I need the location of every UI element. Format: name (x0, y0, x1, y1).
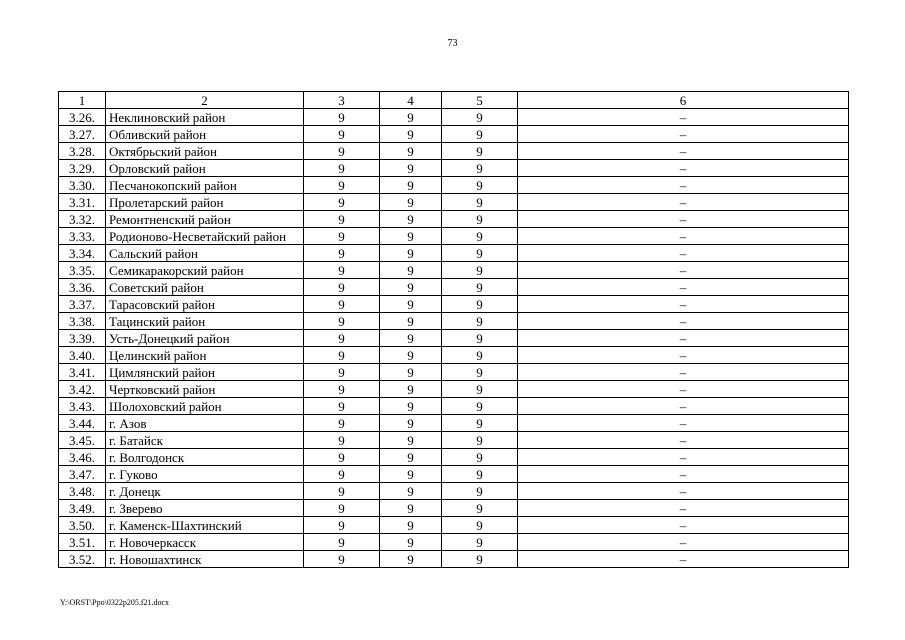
row-number-cell: 3.52. (59, 551, 106, 568)
value-cell-3: 9 (304, 262, 380, 279)
value-cell-6: – (518, 245, 849, 262)
value-cell-4: 9 (380, 517, 442, 534)
table-header-row (59, 92, 849, 109)
header-cell: 5 (442, 92, 518, 109)
district-name-cell: Усть-Донецкий район (106, 330, 304, 347)
value-cell-6: – (518, 364, 849, 381)
value-cell-4: 9 (380, 483, 442, 500)
table-row (59, 177, 849, 194)
district-name-cell: г. Волгодонск (106, 449, 304, 466)
file-path-footer: Y:\ORST\Ppo\0322p205.f21.docx (60, 598, 170, 607)
district-name-cell: г. Новочеркасск (106, 534, 304, 551)
header-cell: 4 (380, 92, 442, 109)
value-cell-5: 9 (442, 534, 518, 551)
value-cell-5: 9 (442, 211, 518, 228)
value-cell-3: 9 (304, 330, 380, 347)
district-name-cell: г. Гуково (106, 466, 304, 483)
value-cell-3: 9 (304, 228, 380, 245)
value-cell-4: 9 (380, 500, 442, 517)
table-row (59, 347, 849, 364)
table-row (59, 415, 849, 432)
table-row (59, 194, 849, 211)
value-cell-5: 9 (442, 109, 518, 126)
district-name-cell: Пролетарский район (106, 194, 304, 211)
table-row (59, 279, 849, 296)
district-name-cell: Обливский район (106, 126, 304, 143)
value-cell-4: 9 (380, 228, 442, 245)
row-number-cell: 3.30. (59, 177, 106, 194)
district-name-cell: Орловский район (106, 160, 304, 177)
value-cell-5: 9 (442, 228, 518, 245)
value-cell-5: 9 (442, 177, 518, 194)
value-cell-6: – (518, 381, 849, 398)
value-cell-4: 9 (380, 160, 442, 177)
district-name-cell: Цимлянский район (106, 364, 304, 381)
value-cell-5: 9 (442, 381, 518, 398)
value-cell-3: 9 (304, 160, 380, 177)
table-row (59, 466, 849, 483)
value-cell-3: 9 (304, 245, 380, 262)
header-cell: 3 (304, 92, 380, 109)
row-number-cell: 3.28. (59, 143, 106, 160)
row-number-cell: 3.34. (59, 245, 106, 262)
table-row (59, 109, 849, 126)
value-cell-5: 9 (442, 449, 518, 466)
value-cell-5: 9 (442, 143, 518, 160)
row-number-cell: 3.49. (59, 500, 106, 517)
value-cell-6: – (518, 415, 849, 432)
row-number-cell: 3.45. (59, 432, 106, 449)
table-row (59, 517, 849, 534)
value-cell-3: 9 (304, 483, 380, 500)
value-cell-6: – (518, 466, 849, 483)
value-cell-6: – (518, 347, 849, 364)
value-cell-3: 9 (304, 398, 380, 415)
value-cell-4: 9 (380, 534, 442, 551)
value-cell-3: 9 (304, 364, 380, 381)
value-cell-4: 9 (380, 194, 442, 211)
value-cell-3: 9 (304, 126, 380, 143)
district-name-cell: г. Донецк (106, 483, 304, 500)
value-cell-6: – (518, 500, 849, 517)
row-number-cell: 3.50. (59, 517, 106, 534)
value-cell-3: 9 (304, 517, 380, 534)
table-row (59, 432, 849, 449)
table-row (59, 364, 849, 381)
table-row (59, 211, 849, 228)
value-cell-4: 9 (380, 279, 442, 296)
value-cell-4: 9 (380, 262, 442, 279)
value-cell-6: – (518, 296, 849, 313)
value-cell-5: 9 (442, 262, 518, 279)
value-cell-5: 9 (442, 466, 518, 483)
value-cell-4: 9 (380, 415, 442, 432)
value-cell-4: 9 (380, 296, 442, 313)
row-number-cell: 3.31. (59, 194, 106, 211)
value-cell-3: 9 (304, 551, 380, 568)
value-cell-4: 9 (380, 330, 442, 347)
header-cell: 2 (106, 92, 304, 109)
value-cell-6: – (518, 534, 849, 551)
row-number-cell: 3.51. (59, 534, 106, 551)
table-row (59, 381, 849, 398)
value-cell-6: – (518, 177, 849, 194)
value-cell-6: – (518, 330, 849, 347)
value-cell-6: – (518, 143, 849, 160)
value-cell-5: 9 (442, 330, 518, 347)
table-row (59, 534, 849, 551)
value-cell-4: 9 (380, 313, 442, 330)
value-cell-5: 9 (442, 279, 518, 296)
table-row (59, 449, 849, 466)
district-name-cell: Тарасовский район (106, 296, 304, 313)
value-cell-3: 9 (304, 177, 380, 194)
table-row (59, 228, 849, 245)
value-cell-3: 9 (304, 279, 380, 296)
value-cell-5: 9 (442, 126, 518, 143)
district-name-cell: Чертковский район (106, 381, 304, 398)
district-name-cell: г. Батайск (106, 432, 304, 449)
value-cell-3: 9 (304, 143, 380, 160)
value-cell-5: 9 (442, 194, 518, 211)
district-name-cell: Родионово-Несветайский район (106, 228, 304, 245)
row-number-cell: 3.42. (59, 381, 106, 398)
row-number-cell: 3.38. (59, 313, 106, 330)
table-row (59, 398, 849, 415)
value-cell-4: 9 (380, 551, 442, 568)
value-cell-3: 9 (304, 466, 380, 483)
value-cell-6: – (518, 313, 849, 330)
value-cell-4: 9 (380, 126, 442, 143)
value-cell-5: 9 (442, 347, 518, 364)
value-cell-6: – (518, 126, 849, 143)
row-number-cell: 3.47. (59, 466, 106, 483)
value-cell-6: – (518, 449, 849, 466)
value-cell-6: – (518, 262, 849, 279)
table-row (59, 551, 849, 568)
value-cell-4: 9 (380, 381, 442, 398)
row-number-cell: 3.36. (59, 279, 106, 296)
row-number-cell: 3.48. (59, 483, 106, 500)
district-name-cell: Неклиновский район (106, 109, 304, 126)
value-cell-3: 9 (304, 415, 380, 432)
value-cell-4: 9 (380, 449, 442, 466)
row-number-cell: 3.32. (59, 211, 106, 228)
value-cell-3: 9 (304, 449, 380, 466)
district-name-cell: Целинский район (106, 347, 304, 364)
value-cell-5: 9 (442, 364, 518, 381)
district-name-cell: г. Зверево (106, 500, 304, 517)
row-number-cell: 3.26. (59, 109, 106, 126)
value-cell-3: 9 (304, 194, 380, 211)
value-cell-6: – (518, 109, 849, 126)
value-cell-4: 9 (380, 177, 442, 194)
value-cell-4: 9 (380, 364, 442, 381)
value-cell-5: 9 (442, 551, 518, 568)
value-cell-6: – (518, 194, 849, 211)
value-cell-3: 9 (304, 347, 380, 364)
value-cell-5: 9 (442, 483, 518, 500)
value-cell-6: – (518, 483, 849, 500)
value-cell-4: 9 (380, 432, 442, 449)
district-name-cell: г. Азов (106, 415, 304, 432)
header-cell: 1 (59, 92, 106, 109)
row-number-cell: 3.41. (59, 364, 106, 381)
table-row (59, 126, 849, 143)
value-cell-5: 9 (442, 500, 518, 517)
value-cell-6: – (518, 228, 849, 245)
district-name-cell: г. Каменск-Шахтинский (106, 517, 304, 534)
district-name-cell: Семикаракорский район (106, 262, 304, 279)
value-cell-4: 9 (380, 347, 442, 364)
table-row (59, 500, 849, 517)
row-number-cell: 3.43. (59, 398, 106, 415)
value-cell-5: 9 (442, 432, 518, 449)
district-name-cell: Шолоховский район (106, 398, 304, 415)
value-cell-6: – (518, 517, 849, 534)
district-name-cell: Тацинский район (106, 313, 304, 330)
value-cell-3: 9 (304, 211, 380, 228)
table-row (59, 296, 849, 313)
value-cell-3: 9 (304, 109, 380, 126)
row-number-cell: 3.29. (59, 160, 106, 177)
value-cell-3: 9 (304, 296, 380, 313)
table-row (59, 245, 849, 262)
value-cell-3: 9 (304, 381, 380, 398)
row-number-cell: 3.39. (59, 330, 106, 347)
value-cell-4: 9 (380, 211, 442, 228)
table-row (59, 143, 849, 160)
district-name-cell: Октябрьский район (106, 143, 304, 160)
value-cell-6: – (518, 279, 849, 296)
district-name-cell: Ремонтненский район (106, 211, 304, 228)
table-row (59, 313, 849, 330)
value-cell-5: 9 (442, 160, 518, 177)
value-cell-6: – (518, 398, 849, 415)
value-cell-4: 9 (380, 245, 442, 262)
row-number-cell: 3.33. (59, 228, 106, 245)
table-row (59, 330, 849, 347)
value-cell-5: 9 (442, 398, 518, 415)
row-number-cell: 3.44. (59, 415, 106, 432)
value-cell-5: 9 (442, 313, 518, 330)
row-number-cell: 3.27. (59, 126, 106, 143)
value-cell-5: 9 (442, 415, 518, 432)
value-cell-4: 9 (380, 143, 442, 160)
value-cell-4: 9 (380, 466, 442, 483)
district-name-cell: Сальский район (106, 245, 304, 262)
value-cell-4: 9 (380, 109, 442, 126)
value-cell-6: – (518, 432, 849, 449)
table-row (59, 483, 849, 500)
value-cell-5: 9 (442, 245, 518, 262)
value-cell-3: 9 (304, 313, 380, 330)
value-cell-3: 9 (304, 500, 380, 517)
value-cell-5: 9 (442, 296, 518, 313)
value-cell-3: 9 (304, 432, 380, 449)
row-number-cell: 3.40. (59, 347, 106, 364)
table-row (59, 160, 849, 177)
district-name-cell: Песчанокопский район (106, 177, 304, 194)
value-cell-4: 9 (380, 398, 442, 415)
value-cell-3: 9 (304, 534, 380, 551)
page-number: 73 (447, 38, 458, 49)
row-number-cell: 3.35. (59, 262, 106, 279)
row-number-cell: 3.37. (59, 296, 106, 313)
value-cell-6: – (518, 160, 849, 177)
value-cell-6: – (518, 211, 849, 228)
value-cell-5: 9 (442, 517, 518, 534)
table-row (59, 262, 849, 279)
value-cell-6: – (518, 551, 849, 568)
header-cell: 6 (518, 92, 849, 109)
row-number-cell: 3.46. (59, 449, 106, 466)
district-name-cell: г. Новошахтинск (106, 551, 304, 568)
district-name-cell: Советский район (106, 279, 304, 296)
data-table (58, 91, 849, 568)
